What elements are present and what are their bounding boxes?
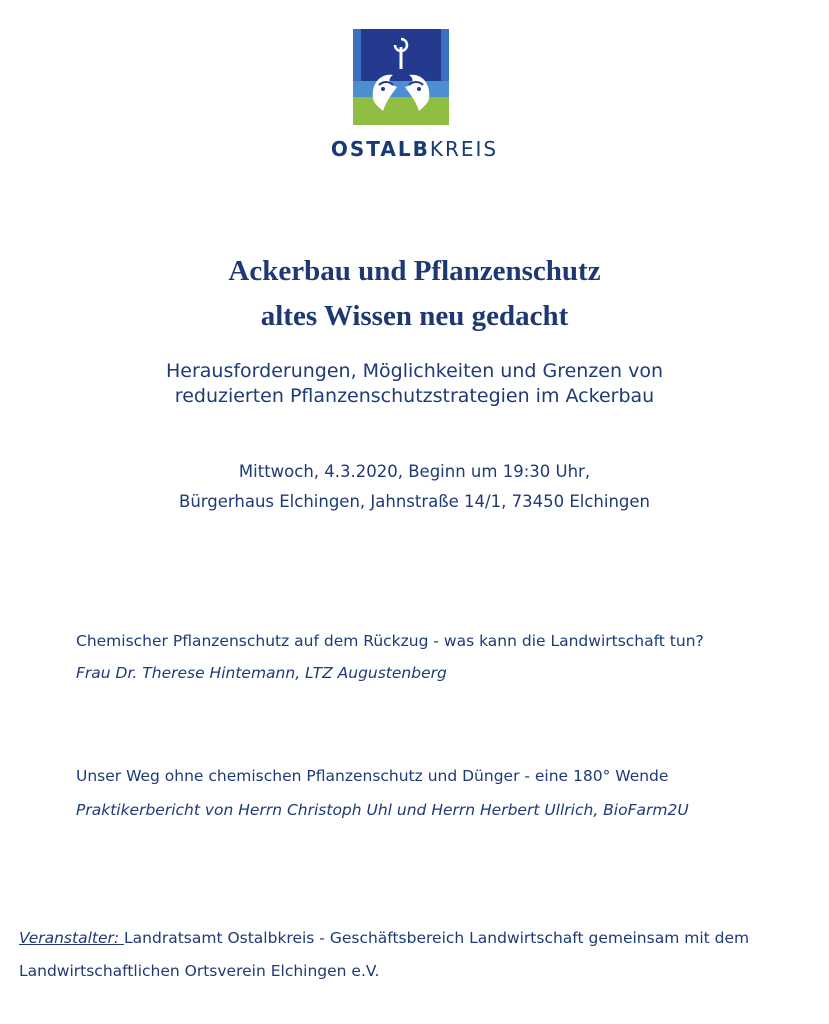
- event-date: Mittwoch, 4.3.2020, Beginn um 19:30 Uhr,: [238, 462, 591, 481]
- logo-wordmark: OSTALBKREIS: [330, 137, 499, 161]
- organizer-label: Veranstalter:: [19, 929, 125, 947]
- talk-1-speaker: Frau Dr. Therese Hintemann, LTZ Augustenberg: [76, 664, 447, 682]
- event-venue: Bürgerhaus Elchingen, Jahnstraße 14/1, 73450 Elchingen: [179, 492, 650, 511]
- organizer-line-1: [19, 929, 749, 947]
- ostalbkreis-logo: [353, 29, 449, 125]
- page-title-line-2: altes Wissen neu gedacht: [260, 300, 569, 332]
- subtitle-line-1: Herausforderungen, Möglichkeiten und Grenzen von: [165, 360, 663, 382]
- talk-1-title: Chemischer Pflanzenschutz auf dem Rückzug - was kann die Landwirtschaft tun?: [76, 632, 704, 650]
- subtitle-line-2: reduzierten Pflanzenschutzstrategien im Ackerbau: [174, 385, 655, 407]
- organizer-text: Landratsamt Ostalbkreis - Geschäftsbereich Landwirtschaft gemeinsam mit dem: [124, 929, 750, 947]
- talk-2-title: Unser Weg ohne chemischen Pflanzenschutz und Dünger - eine 180° Wende: [76, 767, 669, 785]
- page-title-line-1: Ackerbau und Pflanzenschutz: [228, 255, 601, 287]
- organizer-line-2: Landwirtschaftlichen Ortsverein Elchingen e.V.: [19, 962, 380, 980]
- talk-2-speaker: Praktikerbericht von Herrn Christoph Uhl und Herrn Herbert Ullrich, BioFarm2U: [76, 801, 689, 819]
